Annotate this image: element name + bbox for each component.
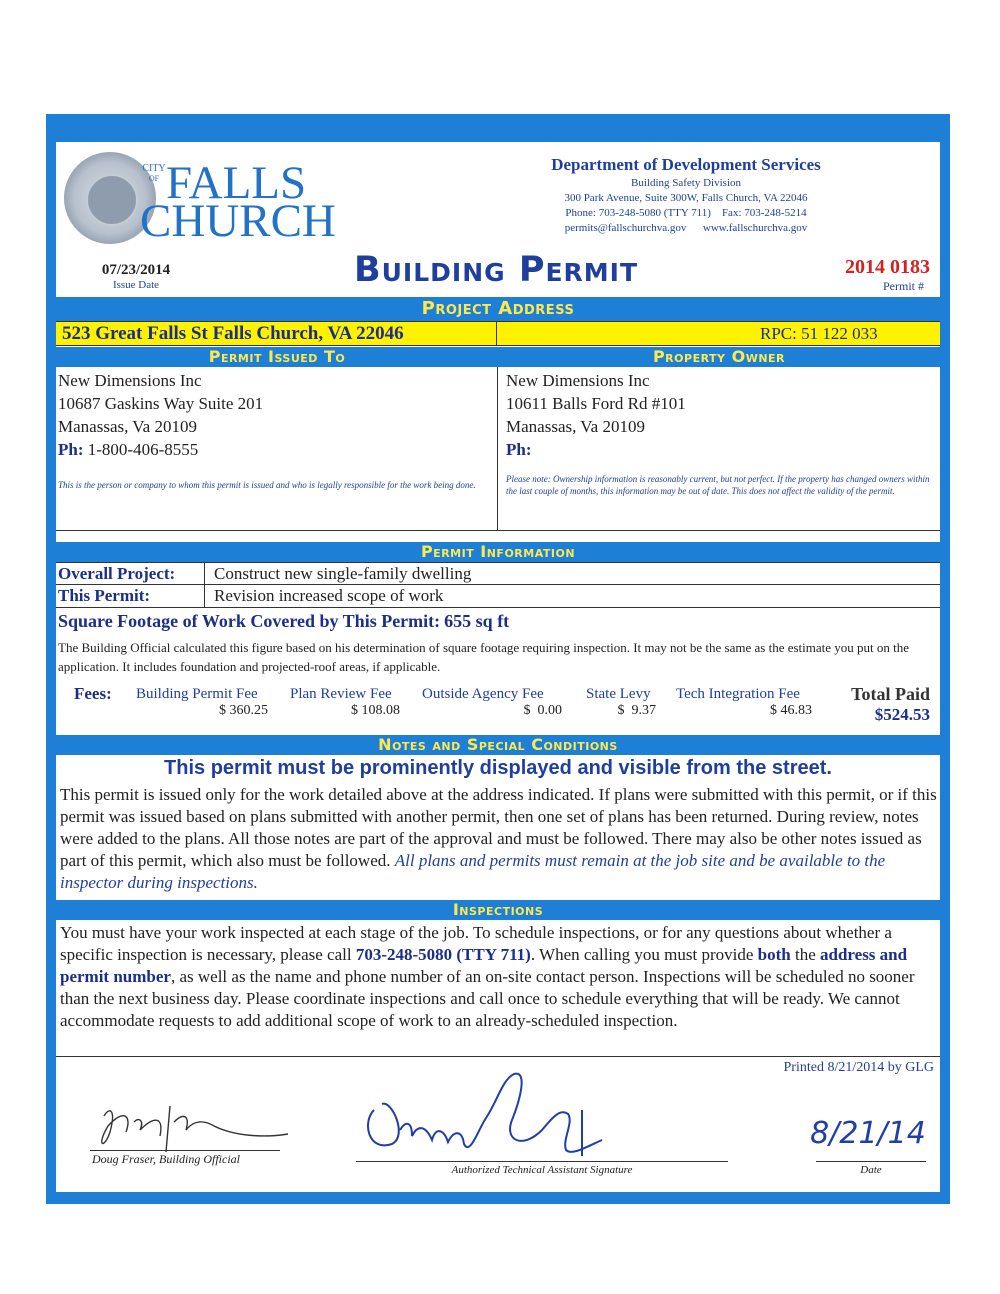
owner-block — [498, 367, 940, 531]
square-footage-label: Square Footage of Work Covered by This Permit: — [58, 611, 441, 631]
rpc-value: RPC: 51 122 033 — [760, 324, 878, 343]
square-footage-value: 655 sq ft — [444, 611, 510, 631]
inspections-bottom-line — [56, 1056, 940, 1057]
issue-date: 07/23/2014 — [101, 262, 171, 278]
inspections-text-1: You must have your work inspected at each stage of the job. To schedule inspections, or for any questions about whether a specific inspection is necessary, please call — [60, 923, 892, 964]
issued-to-name: New Dimensions Inc — [58, 371, 202, 390]
square-footage-row — [58, 611, 509, 632]
owner-name: New Dimensions Inc — [506, 371, 650, 390]
issue-date-block — [86, 262, 186, 291]
this-permit-value: Revision increased scope of work — [214, 586, 444, 605]
fee-tech-integration — [676, 686, 826, 719]
project-address-divider — [496, 322, 497, 345]
city-logo — [56, 142, 356, 252]
fee-building-permit — [136, 686, 286, 719]
inspections-phone: 703-248-5080 (TTY 711) — [355, 945, 531, 964]
owner-street: 10611 Balls Ford Rd #101 — [506, 394, 686, 413]
notes-headline: This permit must be prominently displayed and visible from the street. — [164, 757, 832, 779]
date-caption: Date — [860, 1164, 882, 1176]
property-owner-bar: Property Owner — [498, 347, 940, 367]
page-title: Building Permit — [353, 250, 639, 290]
official-signature-line — [90, 1150, 280, 1151]
fee-state-levy — [586, 686, 666, 719]
this-permit-row — [56, 585, 940, 608]
department-phone: Phone: 703-248-5080 (TTY 711) — [565, 207, 711, 219]
logo-falls: FALLS — [166, 157, 307, 209]
department-contact — [476, 221, 896, 236]
assistant-caption: Authorized Technical Assistant Signature — [451, 1164, 633, 1176]
fee-outside-agency — [422, 686, 564, 719]
issued-to-ph-label: Ph: — [58, 440, 84, 459]
inspections-text-3: the — [794, 945, 816, 964]
issued-to-phone: 1-800-406-8555 — [87, 440, 199, 459]
overall-project-label: Overall Project: — [58, 564, 176, 583]
square-footage-note: The Building Official calculated this figure based on his determination of square footage requiring inspection. It may not be the same as the estimate you put on the application. It includes foundation and projected-roof areas, if applicable. — [58, 640, 910, 674]
logo-city: CITY — [142, 163, 166, 174]
permit-number-label: Permit # — [883, 279, 924, 293]
permit-panel — [56, 142, 940, 1192]
notes-bar: Notes and Special Conditions — [56, 735, 940, 755]
inspections-text-2: . When calling you must provide — [530, 945, 754, 964]
issued-to-city: Manassas, Va 20109 — [58, 417, 197, 436]
fee-name: State Levy — [586, 686, 651, 702]
inspections-body — [60, 922, 938, 1032]
total-paid — [830, 684, 930, 725]
fee-name: Outside Agency Fee — [422, 686, 544, 702]
notes-body — [60, 784, 938, 894]
department-phones — [476, 206, 896, 221]
department-web[interactable]: www.fallschurchva.gov — [702, 222, 808, 234]
official-caption: Doug Fraser, Building Official — [92, 1152, 240, 1166]
owner-note: Please note: Ownership information is reasonably current, but not perfect. If the property has changed owners within the last couple of months, this information may be out of date. This does not affect the validity of the permit. — [506, 474, 930, 496]
handwritten-date: 8/21/14 — [810, 1116, 926, 1151]
logo-of: OF — [148, 174, 160, 183]
inspections-address-permit: address and permit number — [60, 945, 908, 986]
inspections-bar: Inspections — [56, 900, 940, 920]
issued-to-block — [56, 367, 498, 531]
permit-number-block — [810, 256, 930, 294]
permit-issued-to-bar: Permit Issued To — [56, 347, 498, 367]
inspections-text-4: , as well as the name and phone number of an on-site contact person. Inspections will be scheduled no sooner than the next business day. Please coordinate inspections and call once to schedule everything that will be ready. We cannot accommodate requests to add additional scope of work to an already-scheduled inspection. — [60, 967, 915, 1030]
owner-city: Manassas, Va 20109 — [506, 417, 645, 436]
overall-project-divider — [204, 563, 205, 584]
fee-amount: $ 46.83 — [770, 703, 812, 718]
assistant-signature — [352, 1060, 652, 1170]
rpc-number — [760, 324, 878, 344]
date-line — [816, 1161, 926, 1162]
project-address-bar: Project Address — [56, 297, 940, 321]
department-division: Building Safety Division — [631, 177, 741, 189]
overall-project-row — [56, 562, 940, 585]
fee-name: Tech Integration Fee — [676, 686, 800, 702]
this-permit-divider — [204, 585, 205, 607]
project-address-row — [56, 321, 940, 346]
printed-info: Printed 8/21/2014 by GLG — [783, 1060, 934, 1075]
issued-to-note: This is the person or company to whom this permit is issued and who is legally responsible for the work being done. — [58, 480, 476, 490]
permit-number: 2014 0183 — [845, 256, 930, 278]
issue-date-label: Issue Date — [112, 279, 160, 291]
fee-amount: $ 360.25 — [219, 703, 268, 718]
this-permit-label: This Permit: — [58, 586, 151, 605]
fees-label: Fees: — [74, 684, 112, 703]
owner-ph-label: Ph: — [506, 440, 532, 459]
notes-body-text: This permit is issued only for the work detailed above at the address indicated. If plans were submitted with this permit, or if this permit was issued based on plans submitted with another permit, then one set of plans has been returned. During review, notes were added to the plans. All those notes are part of the approval and must be followed. There may also be other notes issued as part of this permit, which also must be followed. — [60, 785, 937, 870]
fee-amount: $ 9.37 — [617, 703, 656, 718]
issued-to-street: 10687 Gaskins Way Suite 201 — [58, 394, 264, 413]
inspections-both: both — [757, 945, 791, 964]
permit-information-bar: Permit Information — [56, 542, 940, 562]
department-email[interactable]: permits@fallschurchva.gov — [564, 222, 687, 234]
department-block — [476, 154, 896, 236]
overall-project-value: Construct new single-family dwelling — [214, 564, 472, 583]
project-address: 523 Great Falls St Falls Church, VA 22046 — [62, 323, 404, 344]
department-fax: Fax: 703-248-5214 — [721, 207, 807, 219]
owner-phone-row — [506, 438, 686, 461]
department-name: Department of Development Services — [551, 155, 821, 174]
notes-body-emphasis: All plans and permits must remain at the job site and be available to the inspector during inspections. — [60, 851, 886, 892]
fee-amount: $ 0.00 — [523, 703, 562, 718]
logo-church: CHURCH — [140, 195, 336, 247]
issued-to-phone-row — [58, 438, 263, 461]
fee-name: Plan Review Fee — [290, 686, 392, 702]
permit-frame — [46, 114, 950, 1204]
total-paid-value: $524.53 — [874, 705, 930, 724]
total-paid-label: Total Paid — [851, 684, 930, 704]
fee-name: Building Permit Fee — [136, 686, 258, 702]
assistant-signature-line — [356, 1161, 728, 1162]
department-address: 300 Park Avenue, Suite 300W, Falls Church, VA 22046 — [564, 192, 808, 204]
fee-plan-review — [290, 686, 410, 719]
fee-amount: $ 108.08 — [351, 703, 400, 718]
